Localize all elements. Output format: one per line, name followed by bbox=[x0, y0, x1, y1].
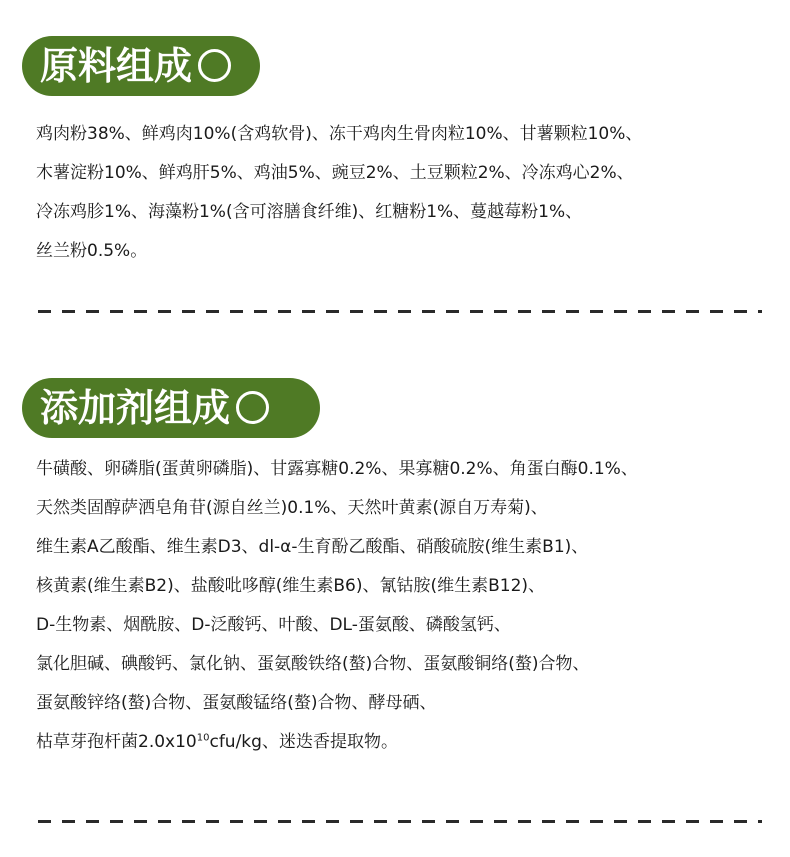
section-title-additives bbox=[22, 378, 320, 438]
dashed-divider bbox=[38, 820, 762, 823]
ingredients-line: 丝兰粉0.5%。 bbox=[36, 241, 148, 261]
additives-text bbox=[36, 450, 770, 762]
additives-line-last bbox=[36, 723, 770, 762]
additives-line: 天然类固醇萨洒皂角苷(源自丝兰)0.1%、天然叶黄素(源自万寿菊)、 bbox=[36, 498, 548, 518]
additives-last-prefix: 枯草芽孢杆菌2.0x10 bbox=[36, 732, 197, 752]
ingredients-line: 冷冻鸡胗1%、海藻粉1%(含可溶膳食纤维)、红糖粉1%、蔓越莓粉1%、 bbox=[36, 202, 583, 222]
section-title-ingredients-label: 原料组成 bbox=[40, 44, 193, 88]
additives-line: 核黄素(维生素B2)、盐酸吡哆醇(维生素B6)、氰钴胺(维生素B12)、 bbox=[36, 576, 546, 596]
ingredients-line: 木薯淀粉10%、鲜鸡肝5%、鸡油5%、豌豆2%、土豆颗粒2%、冷冻鸡心2%、 bbox=[36, 163, 634, 183]
circle-outline-icon bbox=[198, 49, 231, 82]
additives-line: 维生素A乙酸酯、维生素D3、dl-α-生育酚乙酸酯、硝酸硫胺(维生素B1)、 bbox=[36, 537, 589, 557]
additives-last-exponent: 10 bbox=[196, 732, 210, 744]
additives-line: 蛋氨酸锌络(螯)合物、蛋氨酸锰络(螯)合物、酵母硒、 bbox=[36, 693, 437, 713]
additives-line: 牛磺酸、卵磷脂(蛋黄卵磷脂)、甘露寡糖0.2%、果寡糖0.2%、角蛋白酶0.1%、 bbox=[36, 459, 638, 479]
ingredients-text bbox=[36, 115, 770, 271]
section-title-additives-label: 添加剂组成 bbox=[40, 386, 231, 430]
circle-outline-icon bbox=[236, 391, 269, 424]
additives-line: D-生物素、烟酰胺、D-泛酸钙、叶酸、DL-蛋氨酸、磷酸氢钙、 bbox=[36, 615, 511, 635]
additives-line: 氯化胆碱、碘酸钙、氯化钠、蛋氨酸铁络(螯)合物、蛋氨酸铜络(螯)合物、 bbox=[36, 654, 590, 674]
ingredients-line: 鸡肉粉38%、鲜鸡肉10%(含鸡软骨)、冻干鸡肉生骨肉粒10%、甘薯颗粒10%、 bbox=[36, 124, 643, 144]
dashed-divider bbox=[38, 310, 762, 313]
section-title-ingredients bbox=[22, 36, 260, 96]
additives-last-suffix: cfu/kg、迷迭香提取物。 bbox=[209, 732, 398, 752]
